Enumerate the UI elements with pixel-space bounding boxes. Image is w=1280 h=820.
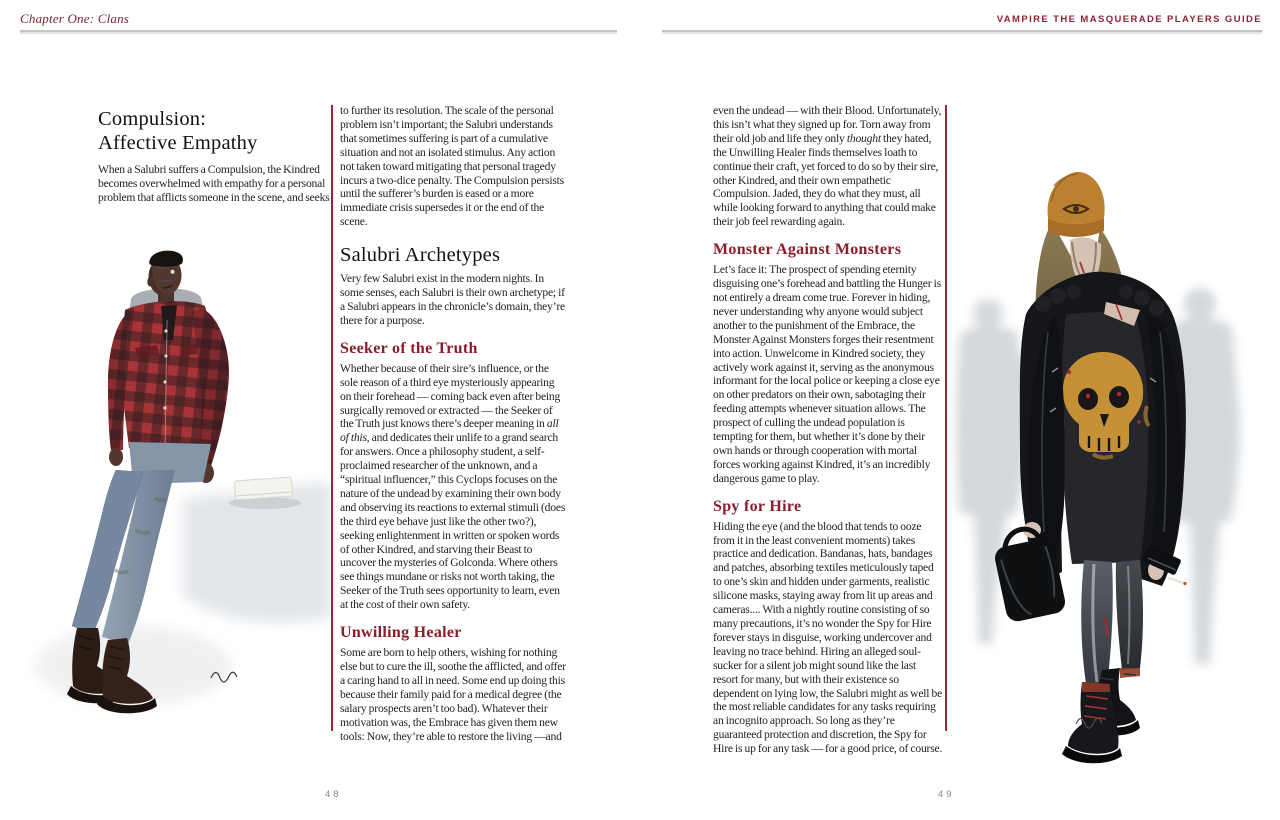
unwilling-cont-text-italic: thought [846,131,881,145]
illustration-salubri-woman [948,162,1280,777]
folio-page-49: 49 [938,789,955,800]
compulsion-title-line2: Affective Empathy [98,132,258,154]
seeker-text-italic: all of this [340,417,559,445]
compulsion-intro-paragraph: When a Salubri suffers a Compulsion, the Kindred becomes overwhelmed with empathy for a personal problem that afflicts someone in the scene, and seeks [98,163,330,204]
compulsion-title-line1: Compulsion: [98,108,207,130]
leggings [1081,560,1143,686]
folio-page-48: 48 [325,789,342,800]
illustration-salubri-man [15,198,331,715]
right-column-main [713,104,943,756]
book [229,477,301,509]
column-rule-left [331,105,333,731]
seeker-text-2: , and dedicates their unlife to a grand search for answers. Once a philosophy student, a self-proclaimed researcher of the unknown, and a “spiritual influencer,” this Cyclops focuses on the nature of the undead by examining their own body and observing its reactions to external stimuli (does the third eye behave just like the other two?), seeking enlightenment in written or spoken words of other Kindred, and starving their Beast to uncover the mysteries of Golconda. Where others see things mundane or risks not worth taking, the Seeker of the Truth sees opportunity to learn, even at the cost of their own safety. [340,431,566,612]
spy-heading: Spy for Hire [713,497,802,515]
archetypes-paragraph: Very few Salubri exist in the modern nights. In some senses, each Salubri is their own archetype; if a Salubri appears in the chronicle’s domain, they’re there for a purpose. [340,272,565,327]
monster-paragraph: Let’s face it: The prospect of spending eternity disguising one’s forehead and battling the Hunger is not entirely a dream come true. Forever in hiding, never understanding why anyone would subject another to the punishment of the Embrace, the Monster Against Monsters forges their resentment into action. Unwelcome in Kindred society, they actively work against it, serving as the anonymous informant for the local police or keeping a close eye on other predators on their own, sabotaging their feeding attempts whenever situation allows. The prospect of culling the undead population is tempting for them, but whether it’s done by their own hands or through cooperation with mortal forces working against Kindred, it’s an incredibly dangerous game to play. [713,263,941,485]
compulsion-continuation-paragraph: to further its resolution. The scale of the personal problem isn’t important; the Salubri understands that sometimes suffering is part of a cumulative situation and not an isolated stimulus. Any action not taken toward mitigating that personal tragedy incurs a two-dice penalty. The Compulsion persists until the sufferer’s burden is eased or a more immediate crisis supersedes it or the end of the scene. [340,104,564,229]
header-rule-left [20,30,617,32]
column-rule-right [945,105,947,731]
unwilling-healer-continuation-paragraph [713,104,943,229]
seeker-heading: Seeker of the Truth [340,339,478,357]
left-column-intro [98,107,332,205]
header-rule-right [662,30,1262,32]
seeker-text-1: Whether because of their sire’s influence, or the sole reason of a third eye mysteriously appearing on their forehead — coming back even after being surgically removed or extracted — the Seeker of the Truth just knows there’s deeper meaning in [340,361,561,431]
unwilling-cont-text-1: even the undead — with their Blood. Unfortunately, this isn’t what they signed up for. Torn away from their old job and life they only [713,104,942,145]
unwilling-cont-text-2: they hated, the Unwilling Healer finds themselves loath to continue their craft, yet forced to do so by their sire, other Kindred, and their own empathetic Compulsion. Jaded, they do what they must, all while looking forward to anything that could make their job feel rewarding again. [713,131,939,229]
compulsion-title [98,107,332,155]
spy-paragraph: Hiding the eye (and the blood that tends to ooze from it in the least convenient moments) takes practice and dedication. Bandanas, hats, bandages and patches, absorbing textiles meticulously taped to one’s skin and hidden under garments, realistic silicone masks, staying away from lit up areas and cameras.... With a nightly routine consisting of so many precautions, it’s no wonder the Spy for Hire forever stays in disguise, working undercover and leaving no trace behind. Hiring an alleged soul-sucker for a silent job might sound like the last resort for many, but with their existence so dependent on lying low, the Salubri might as well be the most reliable candidates for any tasks requiring an incognito approach. So long as they’re guaranteed protection and discretion, the Spy for Hire is up for any task — for a good price, of course. [713,519,943,756]
archetypes-heading: Salubri Archetypes [340,244,501,267]
running-head-chapter: Chapter One: Clans [20,11,130,26]
seeker-paragraph [340,362,567,612]
unwilling-healer-heading: Unwilling Healer [340,624,462,642]
running-head-book-title: VAMPIRE THE MASQUERADE PLAYERS GUIDE [996,14,1262,25]
unwilling-healer-paragraph: Some are born to help others, wishing for nothing else but to cure the ill, soothe the afflicted, and offer a caring hand to all in need. Some end up doing this because their family paid for a medical degree (the salary prospects aren’t too bad). Whatever their motivation was, the Embrace has given them new tools: Now, they’re able to restore the living —and [340,646,566,743]
left-column-main [340,104,567,743]
combat-boots [1062,668,1140,763]
monster-heading: Monster Against Monsters [713,241,902,259]
